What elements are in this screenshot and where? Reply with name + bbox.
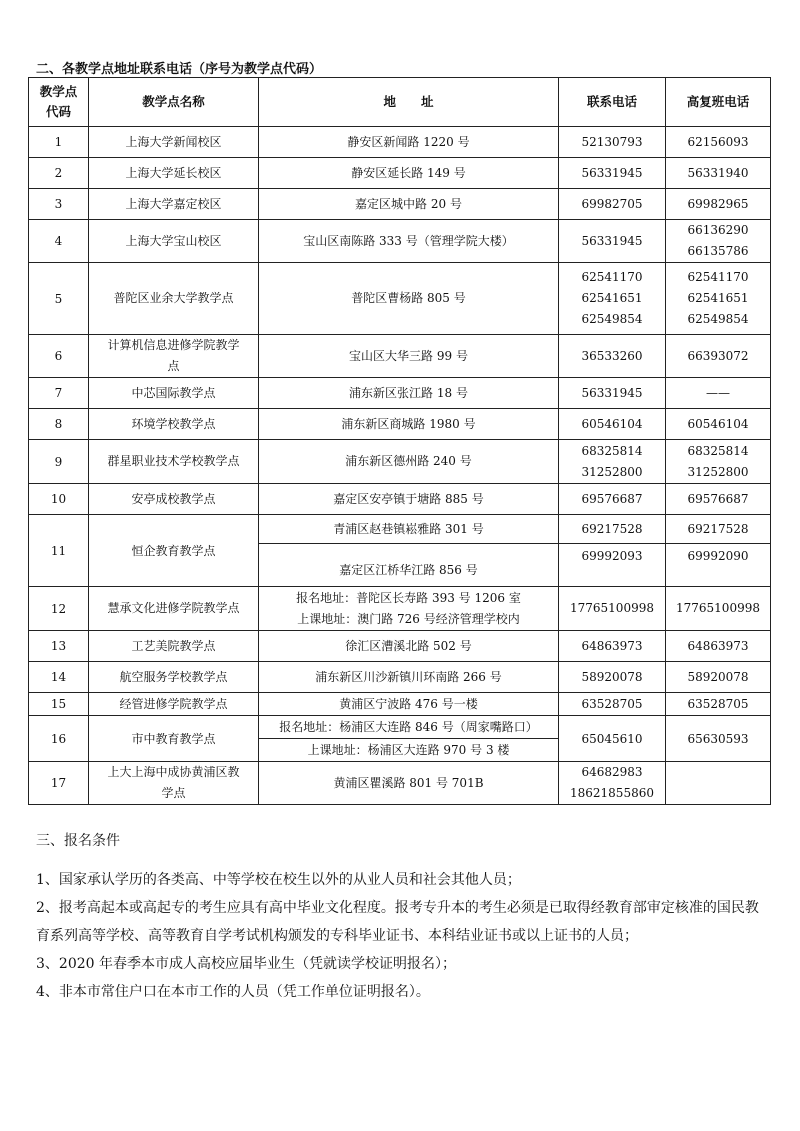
cell-phone-line: 60546104 (581, 416, 643, 431)
cell-address (259, 631, 559, 662)
cell-name-line: 工艺美院教学点 (131, 638, 216, 653)
cell-address-line: 嘉定区安亭镇于塘路 885 号 (333, 491, 484, 506)
cell-code: 6 (29, 335, 89, 378)
cell-review-phone (666, 587, 771, 631)
cell-address (259, 127, 559, 158)
cell-phone (559, 220, 666, 263)
cell-name-line: 群星职业技术学校教学点 (107, 454, 240, 468)
cell-name-line: 学点 (161, 786, 186, 800)
cell-address (259, 220, 559, 263)
table-row (29, 587, 771, 631)
cell-phone-line: 64682983 (581, 765, 643, 779)
table-row (29, 515, 771, 544)
cell-phone (559, 378, 666, 409)
cell-phone-line: 18621855860 (570, 786, 654, 800)
cell-code: 12 (29, 587, 89, 631)
cell-name: 市中教育教学点 (89, 716, 259, 762)
cell-phone-line: 69576687 (581, 491, 643, 506)
header-review-phone: 高复班电话 (666, 78, 771, 127)
cell-address: 报名地址：杨浦区大连路 846 号（周家嘴路口） (259, 716, 559, 739)
cell-phone-line: 62549854 (581, 312, 643, 326)
table-row (29, 409, 771, 440)
cell-name-line: 环境学校教学点 (131, 416, 216, 431)
table-row (29, 335, 771, 378)
cell-review-phone-line: 62156093 (687, 134, 749, 149)
cell-review-phone-line: 69982965 (687, 196, 749, 211)
cell-phone (559, 631, 666, 662)
cell-phone-line: 63528705 (581, 696, 643, 711)
cell-phone-line: 52130793 (581, 134, 643, 149)
cell-review-phone-line: 62541651 (687, 291, 749, 305)
cell-review-phone: 65630593 (666, 716, 771, 762)
cell-name: 恒企教育教学点 (89, 515, 259, 587)
cell-name (89, 762, 259, 805)
cell-code: 1 (29, 127, 89, 158)
cell-review-phone-line: 69576687 (687, 491, 749, 506)
cell-review-phone-line: 60546104 (687, 416, 749, 431)
cell-phone: 69992093 (559, 544, 666, 587)
cell-code: 7 (29, 378, 89, 409)
cell-address-line: 浦东新区川沙新镇川环南路 266 号 (315, 669, 502, 684)
cell-name (89, 158, 259, 189)
cell-name-line: 上海大学延长校区 (125, 165, 222, 180)
cell-address-line: 上课地址：澳门路 726 号经济管理学校内 (297, 611, 520, 626)
cell-name (89, 189, 259, 220)
cell-name (89, 127, 259, 158)
cell-review-phone (666, 263, 771, 335)
cell-address-line: 普陀区曹杨路 805 号 (351, 291, 466, 305)
cell-phone-line: 62541170 (581, 270, 643, 284)
table-row (29, 127, 771, 158)
cell-review-phone (666, 189, 771, 220)
cell-address: 嘉定区江桥华江路 856 号 (259, 544, 559, 587)
cell-address (259, 693, 559, 716)
cell-review-phone (666, 220, 771, 263)
cell-phone-line: 69982705 (581, 196, 643, 211)
cell-review-phone (666, 158, 771, 189)
section-3-title: 三、报名条件 (36, 833, 120, 849)
header-code-line: 代码 (45, 104, 71, 119)
table-row (29, 263, 771, 335)
cell-phone-line: 56331945 (581, 165, 643, 180)
table-row (29, 440, 771, 484)
table-row (29, 484, 771, 515)
header-phone: 联系电话 (559, 78, 666, 127)
cell-name-line: 上大上海中成协黄浦区教 (107, 765, 240, 779)
cell-address: 上课地址：杨浦区大连路 970 号 3 楼 (259, 739, 559, 762)
cell-phone (559, 189, 666, 220)
cell-code: 2 (29, 158, 89, 189)
cell-address (259, 587, 559, 631)
cell-review-phone (666, 409, 771, 440)
cell-code: 3 (29, 189, 89, 220)
cell-name-line: 普陀区业余大学教学点 (113, 291, 234, 305)
cell-phone-line: 36533260 (581, 348, 643, 363)
condition-item: 4、非本市常住户口在本市工作的人员（凭工作单位证明报名）。 (36, 984, 430, 1000)
cell-phone (559, 440, 666, 484)
cell-review-phone (666, 693, 771, 716)
cell-address-line: 嘉定区城中路 20 号 (355, 196, 462, 211)
cell-review-phone (666, 484, 771, 515)
cell-review-phone (666, 335, 771, 378)
cell-code: 10 (29, 484, 89, 515)
table-row (29, 631, 771, 662)
cell-review-phone-line: 31252800 (687, 464, 749, 479)
cell-review-phone-line: 66393072 (687, 348, 749, 363)
cell-name-line: 中芯国际教学点 (131, 385, 216, 400)
cell-review-phone (666, 127, 771, 158)
cell-address (259, 158, 559, 189)
cell-code: 9 (29, 440, 89, 484)
cell-name-line: 经管进修学院教学点 (119, 696, 228, 711)
cell-phone (559, 409, 666, 440)
table-header-row (29, 78, 771, 127)
cell-code: 13 (29, 631, 89, 662)
cell-phone (559, 263, 666, 335)
cell-phone (559, 335, 666, 378)
cell-code: 15 (29, 693, 89, 716)
cell-phone: 65045610 (559, 716, 666, 762)
cell-phone-line: 68325814 (581, 443, 643, 458)
cell-review-phone-line: 62549854 (687, 312, 749, 326)
cell-address-line: 徐汇区漕溪北路 502 号 (345, 638, 472, 653)
cell-address-line: 浦东新区商城路 1980 号 (341, 416, 476, 431)
cell-review-phone-line: 66135786 (687, 244, 749, 258)
cell-phone: 69217528 (559, 515, 666, 544)
cell-address-line: 宝山区大华三路 99 号 (349, 348, 468, 363)
cell-address (259, 189, 559, 220)
section-3 (36, 830, 766, 1006)
cell-name-line: 上海大学宝山校区 (125, 233, 222, 248)
cell-phone-line: 56331945 (581, 385, 643, 400)
cell-review-phone-line: 64863973 (687, 638, 749, 653)
cell-name (89, 220, 259, 263)
cell-name (89, 631, 259, 662)
cell-address-line: 报名地址：普陀区长寿路 393 号 1206 室 (296, 590, 521, 605)
header-address: 地 址 (259, 78, 559, 127)
cell-name-line: 点 (167, 359, 180, 373)
cell-review-phone (666, 762, 771, 805)
cell-phone-line: 56331945 (581, 233, 643, 248)
cell-review-phone (666, 662, 771, 693)
cell-code: 5 (29, 263, 89, 335)
cell-code: 14 (29, 662, 89, 693)
cell-address (259, 662, 559, 693)
cell-phone-line: 17765100998 (570, 601, 654, 615)
cell-phone (559, 693, 666, 716)
cell-name-line: 上海大学嘉定校区 (125, 196, 222, 211)
cell-phone-line: 62541651 (581, 291, 643, 305)
cell-review-phone: 69992090 (666, 544, 771, 587)
cell-address-line: 黄浦区宁波路 476 号一楼 (339, 696, 478, 711)
cell-name-line: 慧承文化进修学院教学点 (107, 601, 240, 615)
cell-address (259, 335, 559, 378)
table-row (29, 662, 771, 693)
cell-name-line: 上海大学新闻校区 (125, 134, 222, 149)
cell-phone-line: 31252800 (581, 464, 643, 479)
table-row (29, 716, 771, 739)
table-row (29, 762, 771, 805)
cell-address-line: 静安区新闻路 1220 号 (347, 134, 470, 149)
cell-name (89, 378, 259, 409)
cell-review-phone-line: 68325814 (687, 443, 749, 458)
table-row (29, 189, 771, 220)
cell-address: 青浦区赵巷镇崧雅路 301 号 (259, 515, 559, 544)
cell-review-phone-line: 62541170 (687, 270, 749, 284)
cell-name (89, 587, 259, 631)
condition-item: 3、2020 年春季本市成人高校应届毕业生（凭就读学校证明报名）； (36, 956, 456, 972)
cell-phone (559, 484, 666, 515)
cell-name (89, 335, 259, 378)
cell-review-phone-line: —— (706, 385, 730, 400)
cell-name-line: 计算机信息进修学院教学 (107, 338, 240, 352)
cell-code: 8 (29, 409, 89, 440)
table-row (29, 158, 771, 189)
cell-address: 黄浦区瞿溪路 801 号 701B (259, 762, 559, 805)
cell-phone-line: 64863973 (581, 638, 643, 653)
cell-address-line: 静安区延长路 149 号 (351, 165, 466, 180)
header-code (29, 78, 89, 127)
condition-item: 2、报考高起本或高起专的考生应具有高中毕业文化程度。报考专升本的考生必须是已取得经教育部审定核准的国民教育系列高等学校、高等教育自学考试机构颁发的专科毕业证书、本科结业证书或以上证书的人员； (36, 900, 759, 944)
teaching-points-table (28, 77, 771, 805)
cell-name (89, 263, 259, 335)
cell-phone (559, 662, 666, 693)
cell-phone (559, 587, 666, 631)
cell-code: 16 (29, 716, 89, 762)
cell-address (259, 409, 559, 440)
header-name: 教学点名称 (89, 78, 259, 127)
cell-name-line: 航空服务学校教学点 (119, 669, 228, 684)
cell-phone (559, 762, 666, 805)
cell-name (89, 484, 259, 515)
cell-code: 4 (29, 220, 89, 263)
table-row (29, 220, 771, 263)
cell-review-phone-line: 58920078 (687, 669, 749, 684)
cell-review-phone (666, 440, 771, 484)
cell-review-phone-line: 56331940 (687, 165, 749, 180)
cell-name-line: 安亭成校教学点 (131, 491, 216, 506)
cell-address (259, 263, 559, 335)
condition-item: 1、国家承认学历的各类高、中等学校在校生以外的从业人员和社会其他人员； (36, 872, 521, 888)
cell-name (89, 662, 259, 693)
cell-address-line: 浦东新区张江路 18 号 (349, 385, 468, 400)
cell-review-phone (666, 631, 771, 662)
table-row (29, 378, 771, 409)
table-row (29, 693, 771, 716)
cell-review-phone-line: 63528705 (687, 696, 749, 711)
header-code-line: 教学点 (39, 84, 78, 99)
cell-phone (559, 127, 666, 158)
cell-address (259, 484, 559, 515)
cell-name (89, 693, 259, 716)
cell-name (89, 409, 259, 440)
cell-review-phone: 69217528 (666, 515, 771, 544)
section-2-title: 二、各教学点地址联系电话（序号为教学点代码） (36, 62, 323, 77)
cell-review-phone-line: 17765100998 (676, 601, 760, 615)
cell-phone (559, 158, 666, 189)
cell-review-phone (666, 378, 771, 409)
cell-address (259, 440, 559, 484)
cell-code: 17 (29, 762, 89, 805)
cell-address-line: 宝山区南陈路 333 号（管理学院大楼） (303, 233, 514, 248)
cell-name (89, 440, 259, 484)
cell-review-phone-line: 66136290 (687, 223, 749, 237)
cell-address-line: 浦东新区德州路 240 号 (345, 454, 472, 468)
cell-code: 11 (29, 515, 89, 587)
cell-address (259, 378, 559, 409)
cell-phone-line: 58920078 (581, 669, 643, 684)
